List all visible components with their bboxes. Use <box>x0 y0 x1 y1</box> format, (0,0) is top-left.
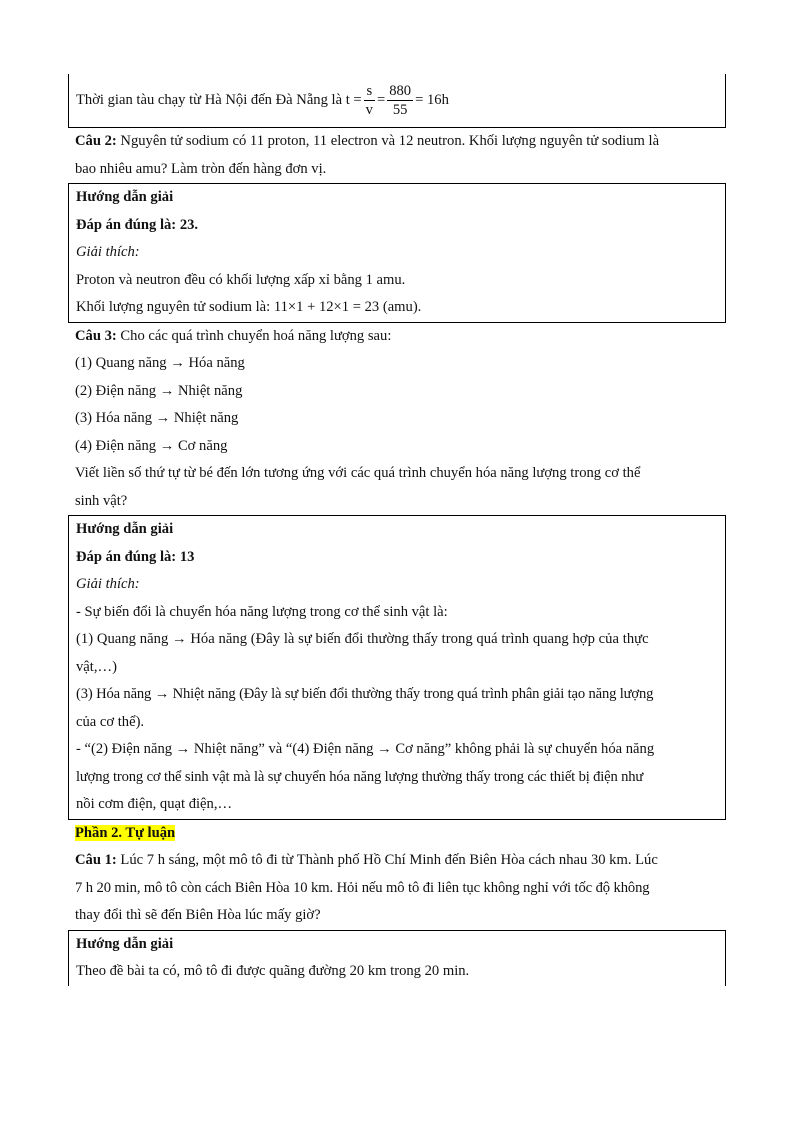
part-2-question-1-line2: 7 h 20 min, mô tô còn cách Biên Hòa 10 km. Hỏi nếu mô tô đi liên tục không nghỉ với tốc độ không <box>75 879 650 896</box>
question-2-text-line2: bao nhiêu amu? Làm tròn đến hàng đơn vị. <box>75 160 327 177</box>
explain-q3-line1: - Sự biến đổi là chuyển hóa năng lượng trong cơ thể sinh vật là: <box>76 603 448 620</box>
part-2-question-1-line3: thay đổi thì sẽ đến Biên Hòa lúc mấy giờ? <box>75 907 321 923</box>
question-3-prompt-line2: sinh vật? <box>75 492 128 509</box>
fraction-880-over-55 <box>387 82 413 119</box>
question-2-label: Câu 2: <box>75 133 117 149</box>
explain-q3-line2: (1) Quang năng → Hóa năng (Đây là sự biến đổi thường thấy trong quá trình quang hợp của thực <box>76 631 649 647</box>
part-2-question-1 <box>68 847 726 875</box>
explain-label-q2: Giải thích: <box>76 244 140 260</box>
explain-q3-line8: nồi cơm điện, quạt điện,… <box>76 796 233 812</box>
solution-part2-q1-line1: Theo đề bài ta có, mô tô đi được quãng đường 20 km trong 20 min. <box>76 963 470 979</box>
explain-q3-line4: (3) Hóa năng → Nhiệt năng (Đây là sự biến đổi thường thấy trong quá trình phân giải tạo năng lượng <box>76 686 654 702</box>
answer-q2: Đáp án đúng là: 23. <box>76 216 199 233</box>
process-item-3: (3) Hóa năng → Nhiệt năng <box>75 410 239 426</box>
part-2-heading: Phần 2. Tự luận <box>75 824 176 841</box>
solution-title-q3: Hướng dẫn giải <box>76 521 174 537</box>
equation-t: t = <box>345 92 362 108</box>
part-2-question-1-label: Câu 1: <box>75 852 117 868</box>
part-2-heading-row <box>68 820 726 848</box>
explain-q3-line6: - “(2) Điện năng → Nhiệt năng” và “(4) Điện năng → Cơ năng” không phải là sự chuyển hóa năng <box>76 741 655 757</box>
process-item-4: (4) Điện năng → Cơ năng <box>75 437 228 454</box>
fraction-numerator-880: 880 <box>389 83 412 99</box>
explain-q3-line3: vật,…) <box>76 658 117 675</box>
travel-time-equation <box>76 82 449 119</box>
travel-time-text: Thời gian tàu chạy từ Hà Nội đến Đà Nẵng là <box>76 92 343 108</box>
equation-equals: = <box>376 92 386 108</box>
fraction-s-over-v <box>364 82 375 119</box>
solution-box-q3 <box>68 515 726 820</box>
solution-box-q1-continued <box>68 74 726 128</box>
process-item-1: (1) Quang năng → Hóa năng <box>75 355 245 371</box>
fraction-denominator-55: 55 <box>392 102 408 118</box>
question-3-prompt-line1: Viết liền số thứ tự từ bé đến lớn tương ứng với các quá trình chuyển hóa năng lượng trong cơ thể <box>75 465 641 481</box>
question-3-label: Câu 3: <box>75 327 117 344</box>
explain-q3-line7: lượng trong cơ thể sinh vật mà là sự chuyển hóa năng lượng thường thấy trong các thiết bị điện như <box>76 768 644 785</box>
explain-q2-line1: Proton và neutron đều có khối lượng xấp xỉ bằng 1 amu. <box>76 271 406 288</box>
question-2 <box>68 128 726 156</box>
explain-label-q3: Giải thích: <box>76 576 140 592</box>
answer-q3: Đáp án đúng là: 13 <box>76 548 195 565</box>
equation-result: = 16h <box>415 92 449 108</box>
question-2-text-line1: Nguyên tử sodium có 11 proton, 11 electron và 12 neutron. Khối lượng nguyên tử sodium là <box>120 133 660 149</box>
fraction-denominator-v: v <box>365 102 373 118</box>
explain-q2-line2: Khối lượng nguyên tử sodium là: 11×1 + 12×1 = 23 (amu). <box>76 299 422 315</box>
question-2-line2 <box>68 156 726 184</box>
question-3-text: Cho các quá trình chuyển hoá năng lượng sau: <box>120 327 392 344</box>
explain-q3-line5: của cơ thể). <box>76 713 145 730</box>
document-page <box>68 74 726 986</box>
solution-box-part2-q1 <box>68 930 726 986</box>
solution-title-q2: Hướng dẫn giải <box>76 189 174 205</box>
part-2-question-1-line1: Lúc 7 h sáng, một mô tô đi từ Thành phố Hồ Chí Minh đến Biên Hòa cách nhau 30 km. Lúc <box>120 852 658 868</box>
process-item-2: (2) Điện năng → Nhiệt năng <box>75 382 243 399</box>
solution-box-q2 <box>68 183 726 323</box>
fraction-numerator-s: s <box>364 82 375 101</box>
solution-title-part2-q1: Hướng dẫn giải <box>76 935 174 952</box>
question-3 <box>68 323 726 351</box>
